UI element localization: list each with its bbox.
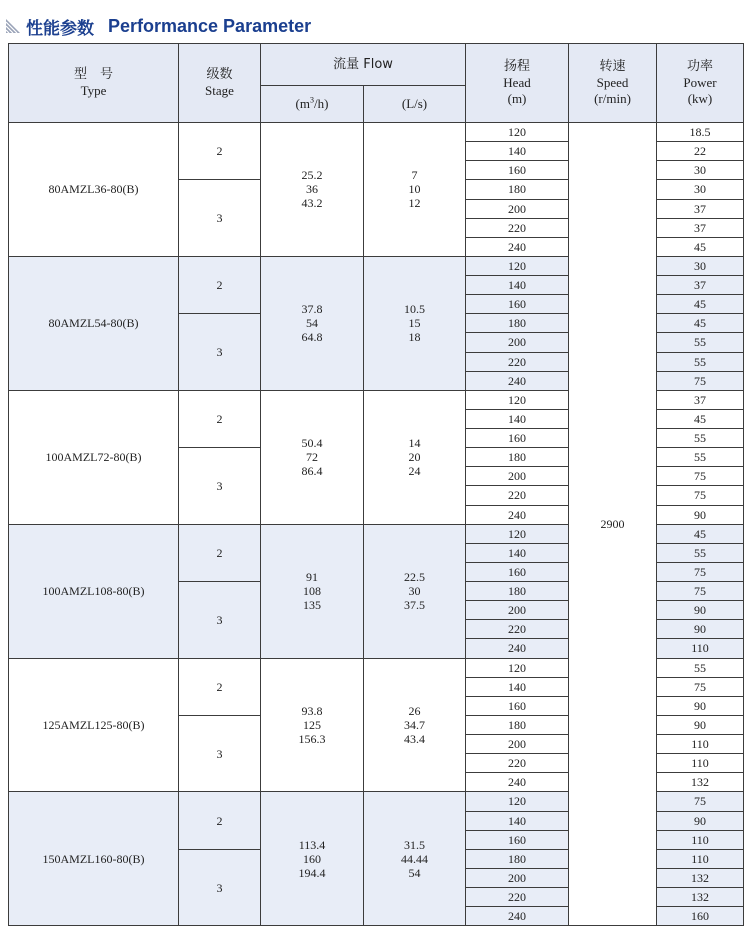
power-cell: 90: [657, 715, 744, 734]
header-power: 功率 Power (kw): [657, 44, 744, 123]
stage-cell: 2: [179, 524, 261, 581]
section-title: [6, 12, 311, 40]
power-cell: 55: [657, 352, 744, 371]
stage-cell: 2: [179, 123, 261, 180]
flow-ls-cell: 22.5 30 37.5: [364, 524, 466, 658]
head-cell: 220: [466, 888, 569, 907]
head-cell: 180: [466, 180, 569, 199]
power-cell: 45: [657, 524, 744, 543]
head-cell: 240: [466, 371, 569, 390]
stage-cell: 3: [179, 582, 261, 659]
power-cell: 160: [657, 907, 744, 926]
power-cell: 110: [657, 849, 744, 868]
flow-ls-cell: 31.5 44.44 54: [364, 792, 466, 926]
power-cell: 132: [657, 773, 744, 792]
head-cell: 220: [466, 486, 569, 505]
title-chinese: 性能参数: [26, 18, 94, 39]
power-cell: 37: [657, 390, 744, 409]
model-type-cell: 100AMZL72-80(B): [9, 390, 179, 524]
model-type-cell: 80AMZL36-80(B): [9, 123, 179, 257]
head-cell: 160: [466, 830, 569, 849]
power-cell: 75: [657, 486, 744, 505]
head-cell: 200: [466, 333, 569, 352]
title-stripe-icon: [6, 19, 20, 33]
power-cell: 110: [657, 639, 744, 658]
title-english: Performance Parameter: [108, 15, 312, 36]
model-type-cell: 100AMZL108-80(B): [9, 524, 179, 658]
stage-cell: 3: [179, 180, 261, 257]
head-cell: 200: [466, 868, 569, 887]
flow-m3h-cell: 91 108 135: [261, 524, 364, 658]
power-cell: 22: [657, 142, 744, 161]
head-cell: 120: [466, 792, 569, 811]
head-cell: 180: [466, 582, 569, 601]
power-cell: 45: [657, 295, 744, 314]
stage-cell: 2: [179, 390, 261, 447]
head-cell: 140: [466, 142, 569, 161]
head-cell: 140: [466, 811, 569, 830]
head-cell: 220: [466, 754, 569, 773]
stage-cell: 2: [179, 658, 261, 715]
speed-cell: 2900: [569, 123, 657, 926]
flow-m3h-cell: 113.4 160 194.4: [261, 792, 364, 926]
power-cell: 37: [657, 199, 744, 218]
power-cell: 75: [657, 371, 744, 390]
head-cell: 180: [466, 849, 569, 868]
header-flow-ls: (L/s): [364, 86, 466, 123]
head-cell: 200: [466, 467, 569, 486]
head-cell: 160: [466, 295, 569, 314]
head-cell: 220: [466, 218, 569, 237]
power-cell: 37: [657, 276, 744, 295]
power-cell: 90: [657, 620, 744, 639]
flow-m3h-cell: 25.2 36 43.2: [261, 123, 364, 257]
power-cell: 132: [657, 888, 744, 907]
head-cell: 160: [466, 562, 569, 581]
head-cell: 200: [466, 199, 569, 218]
performance-table: [8, 43, 744, 926]
power-cell: 75: [657, 792, 744, 811]
head-cell: 220: [466, 352, 569, 371]
head-cell: 120: [466, 658, 569, 677]
power-cell: 30: [657, 161, 744, 180]
flow-m3h-cell: 50.4 72 86.4: [261, 390, 364, 524]
stage-cell: 3: [179, 314, 261, 391]
head-cell: 180: [466, 314, 569, 333]
head-cell: 140: [466, 409, 569, 428]
head-cell: 160: [466, 696, 569, 715]
model-type-cell: 80AMZL54-80(B): [9, 256, 179, 390]
power-cell: 30: [657, 180, 744, 199]
flow-ls-cell: 14 20 24: [364, 390, 466, 524]
head-cell: 120: [466, 524, 569, 543]
power-cell: 55: [657, 333, 744, 352]
stage-cell: 2: [179, 792, 261, 849]
head-cell: 220: [466, 620, 569, 639]
model-type-cell: 150AMZL160-80(B): [9, 792, 179, 926]
header-flow-m3h: $(m^3/h)$: [261, 86, 364, 123]
stage-cell: 3: [179, 448, 261, 525]
power-cell: 45: [657, 314, 744, 333]
table-row: [9, 123, 744, 142]
stage-cell: 3: [179, 715, 261, 792]
head-cell: 180: [466, 715, 569, 734]
power-cell: 75: [657, 467, 744, 486]
flow-m3h-cell: 93.8 125 156.3: [261, 658, 364, 792]
power-cell: 110: [657, 830, 744, 849]
head-cell: 140: [466, 543, 569, 562]
power-cell: 110: [657, 735, 744, 754]
power-cell: 132: [657, 868, 744, 887]
power-cell: 37: [657, 218, 744, 237]
power-cell: 90: [657, 696, 744, 715]
header-flow: 流量 Flow: [261, 44, 466, 86]
power-cell: 75: [657, 582, 744, 601]
flow-m3h-cell: 37.8 54 64.8: [261, 256, 364, 390]
model-type-cell: 125AMZL125-80(B): [9, 658, 179, 792]
power-cell: 55: [657, 658, 744, 677]
power-cell: 45: [657, 409, 744, 428]
head-cell: 180: [466, 448, 569, 467]
head-cell: 240: [466, 505, 569, 524]
head-cell: 120: [466, 256, 569, 275]
head-cell: 240: [466, 907, 569, 926]
power-cell: 55: [657, 543, 744, 562]
header-stage: 级数 Stage: [179, 44, 261, 123]
head-cell: 240: [466, 773, 569, 792]
head-cell: 140: [466, 276, 569, 295]
power-cell: 55: [657, 429, 744, 448]
head-cell: 200: [466, 735, 569, 754]
power-cell: 90: [657, 505, 744, 524]
stage-cell: 2: [179, 256, 261, 313]
power-cell: 75: [657, 677, 744, 696]
power-cell: 18.5: [657, 123, 744, 142]
head-cell: 120: [466, 123, 569, 142]
power-cell: 55: [657, 448, 744, 467]
head-cell: 160: [466, 429, 569, 448]
power-cell: 45: [657, 237, 744, 256]
power-cell: 75: [657, 562, 744, 581]
power-cell: 90: [657, 811, 744, 830]
flow-ls-cell: 7 10 12: [364, 123, 466, 257]
header-speed: 转速 Speed (r/min): [569, 44, 657, 123]
head-cell: 240: [466, 639, 569, 658]
flow-ls-cell: 26 34.7 43.4: [364, 658, 466, 792]
head-cell: 160: [466, 161, 569, 180]
header-head: 扬程 Head (m): [466, 44, 569, 123]
head-cell: 200: [466, 601, 569, 620]
power-cell: 30: [657, 256, 744, 275]
head-cell: 140: [466, 677, 569, 696]
stage-cell: 3: [179, 849, 261, 926]
power-cell: 110: [657, 754, 744, 773]
head-cell: 120: [466, 390, 569, 409]
flow-ls-cell: 10.5 15 18: [364, 256, 466, 390]
header-type: 型 号 Type: [9, 44, 179, 123]
power-cell: 90: [657, 601, 744, 620]
head-cell: 240: [466, 237, 569, 256]
